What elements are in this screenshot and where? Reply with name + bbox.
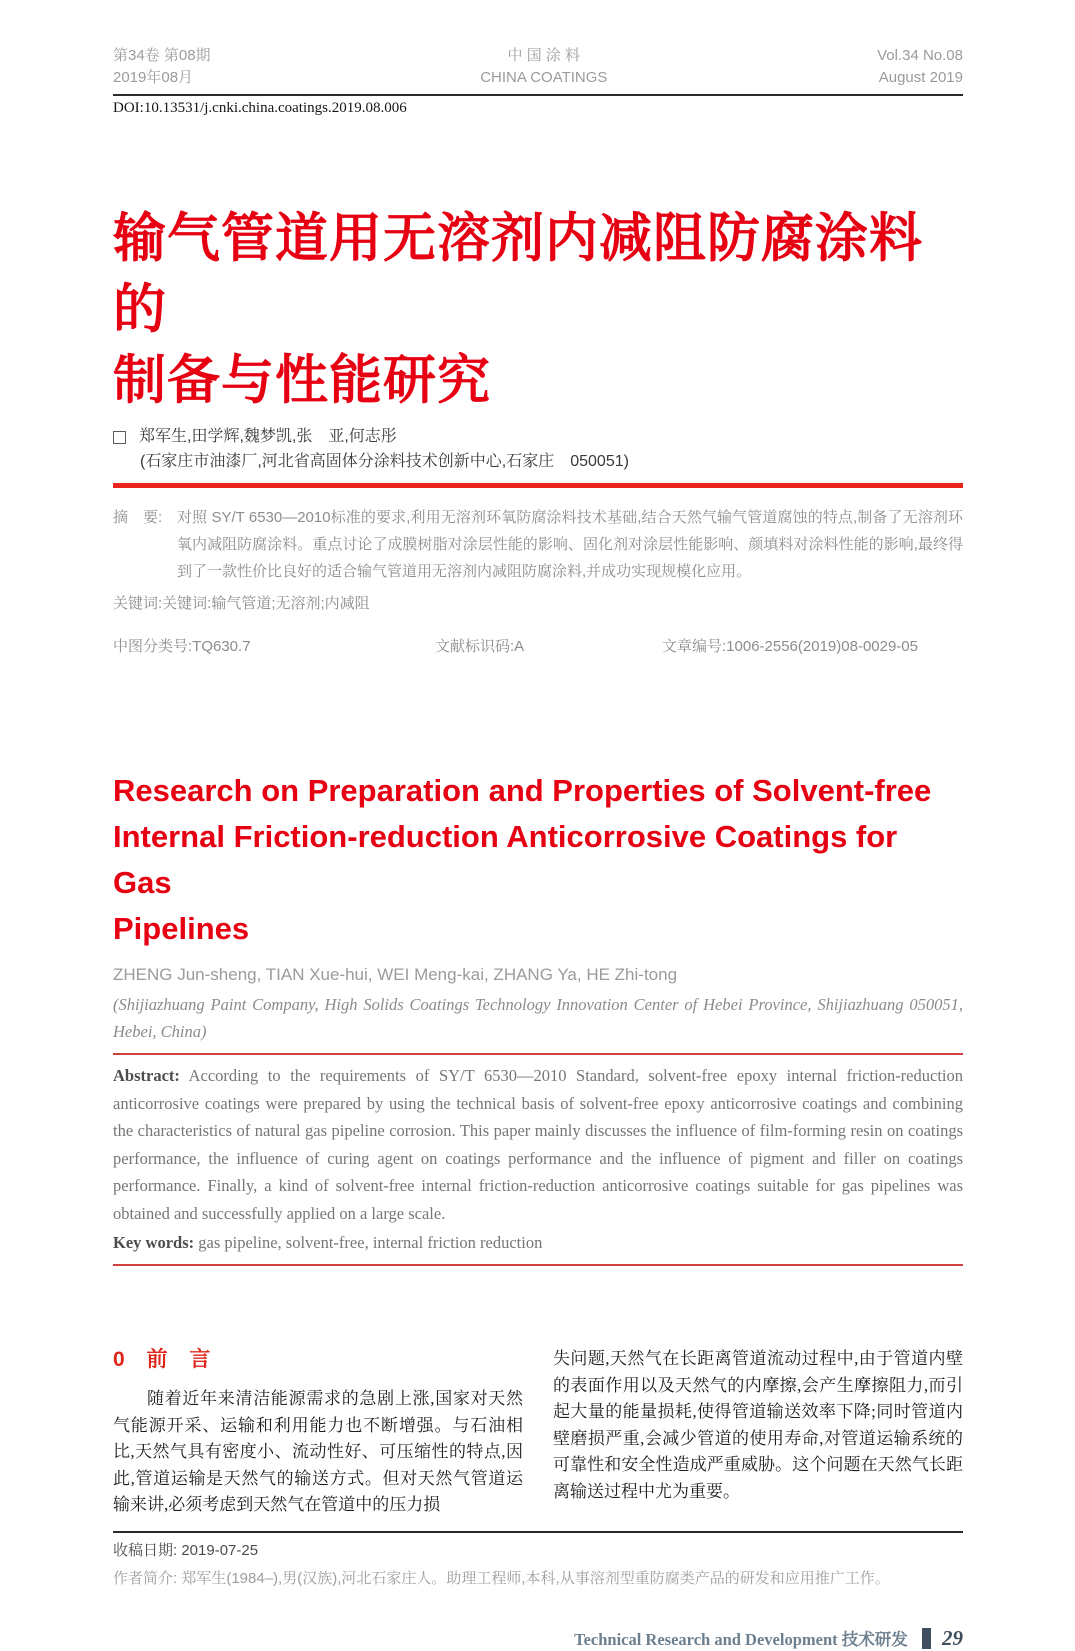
body-columns [113, 1346, 963, 1519]
date-en: August 2019 [878, 69, 963, 86]
abstract-cn-text: 对照 SY/T 6530—2010标准的要求,利用无溶剂环氧防腐涂料技术基础,结合天然气输气管道腐蚀的特点,制备了无溶剂环氧内减阻防腐涂料。重点讨论了成膜树脂对涂层性能的影响、固化剂对涂层性能影响、颜填料对涂料性能的影响,最终得到了一款性价比良好的适合输气管道用无溶剂内减阻防腐涂料,并成功实现规模化应用。 [177, 509, 963, 580]
journal-name-en: CHINA COATINGS [480, 69, 608, 86]
header-divider [113, 94, 963, 96]
author-square-icon [113, 431, 126, 444]
article-id: 文章编号:1006-2556(2019)08-0029-05 [662, 638, 918, 655]
header-center [480, 45, 607, 89]
header-right [877, 45, 963, 89]
doi-line: DOI:10.13531/j.cnki.china.coatings.2019.08.006 [113, 100, 407, 116]
article-title-en [113, 768, 963, 952]
clc-number: 中图分类号:TQ630.7 [113, 638, 251, 655]
affiliation-cn: (石家庄市油漆厂,河北省高固体分涂料技术创新中心,石家庄 050051) [140, 453, 629, 470]
footer-section-cn: 技术研发 [841, 1629, 908, 1649]
abstract-en-text: According to the requirements of SY/T 6530—2010 Standard, solvent-free epoxy internal friction-reduction anticorrosive coatings were prepared by using the technical basis of solvent-free epoxy anticorrosive coatings and combining the characteristics of natural gas pipeline corrosion. This paper mainly discusses the influence of film-forming resin on coatings performance, the influence of curing agent on coatings performance and the influence of pigment and filler on coatings performance. Finally, a kind of solvent-free internal friction-reduction anticorrosive coatings suitable for gas pipelines was obtained and successfully applied on a large scale. [113, 1066, 963, 1223]
article-title-cn-line2: 制备与性能研究 [113, 351, 491, 410]
authors-cn: 郑军生,田学辉,魏梦凯,张 亚,何志彤 [139, 428, 397, 445]
keywords-en-text: gas pipeline, solvent-free, internal friction reduction [198, 1233, 543, 1252]
keywords-en-line [113, 1229, 963, 1256]
authors-row-cn [113, 426, 963, 448]
article-title-en-line1: Research on Preparation and Properties of Solvent-free [113, 773, 932, 808]
intro-paragraph-left: 随着近年来清洁能源需求的急剧上涨,国家对天然气能源开采、运输和利用能力也不断增强。与石油相比,天然气具有密度小、流动性好、可压缩性的特点,因此,管道运输是天然气的输送方式。但对天然气管道运输来讲,必须考虑到天然气在管道中的压力损 [113, 1389, 523, 1514]
body-column-left [113, 1346, 523, 1519]
abstract-cn-label: 摘 要: [113, 509, 163, 526]
abstract-cn-paragraph [113, 504, 963, 585]
author-bio-line: 作者简介: 郑军生(1984–),男(汉族),河北石家庄人。助理工程师,本科,从事溶剂型重防腐类产品的研发和应用推广工作。 [113, 1569, 890, 1587]
keywords-en-label: Key words: [113, 1233, 195, 1252]
affiliation-en: (Shijiazhuang Paint Company, High Solids Coatings Technology Innovation Center of Hebei Province, Shijiazhuang 050051, Hebei, China) [113, 995, 963, 1041]
article-title-en-line3: Pipelines [113, 911, 250, 946]
keywords-cn-line: 关键词:关键词:输气管道;无溶剂;内减阻 [113, 595, 370, 612]
section-heading-intro: 0 前 言 [113, 1348, 213, 1371]
received-date-line: 收稿日期: 2019-07-25 [113, 1541, 259, 1559]
abstract-en-paragraph [113, 1062, 963, 1227]
article-title-en-line2: Internal Friction-reduction Anticorrosive Coatings for Gas [113, 819, 898, 900]
red-rule-thick [113, 483, 963, 488]
red-rule-thin-2 [113, 1264, 963, 1266]
volume-issue-cn: 第34卷 第08期 [113, 47, 211, 64]
footer-bar-icon [922, 1628, 931, 1649]
document-code: 文献标识码:A [435, 638, 525, 655]
page-footer [113, 1626, 963, 1651]
abstract-en-label: Abstract: [113, 1066, 180, 1085]
authors-en: ZHENG Jun-sheng, TIAN Xue-hui, WEI Meng-kai, ZHANG Ya, HE Zhi-tong [113, 965, 678, 984]
article-title-cn [113, 203, 963, 416]
intro-paragraph-right: 失问题,天然气在长距离管道流动过程中,由于管道内壁的表面作用以及天然气的内摩擦,会产生摩擦阻力,而引起大量的能量损耗,使得管道输送效率下降;同时管道内壁磨损严重,会减少管道的使用寿命,对管道运输系统的可靠性和安全性造成严重威胁。这个问题在天然气长距离输送过程中尤为重要。 [553, 1349, 963, 1501]
volume-issue-en: Vol.34 No.08 [877, 47, 963, 64]
footer-section-en: Technical Research and Development [574, 1629, 838, 1649]
journal-name-cn: 中 国 涂 料 [507, 47, 581, 64]
article-title-cn-line1: 输气管道用无溶剂内减阻防腐涂料的 [113, 209, 923, 339]
header-left [113, 45, 211, 89]
abstract-cn-block [113, 504, 963, 660]
body-column-right [553, 1346, 963, 1519]
journal-header [113, 45, 963, 89]
classification-row [113, 633, 963, 660]
red-rule-thin-1 [113, 1053, 963, 1055]
page-number: 29 [942, 1625, 963, 1650]
footnote-divider [113, 1531, 963, 1533]
date-cn: 2019年08月 [113, 69, 194, 86]
